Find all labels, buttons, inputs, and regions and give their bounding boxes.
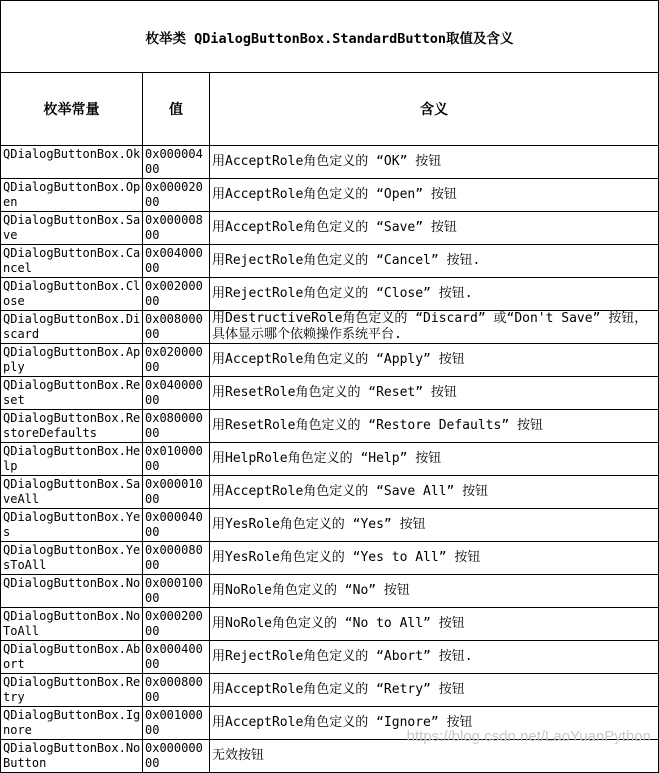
enum-name-cell: QDialogButtonBox.SaveAll [1, 476, 143, 509]
table-row [1, 146, 659, 179]
enum-value-cell: 0x00400000 [143, 245, 210, 278]
enum-meaning-cell: 用RejectRole角色定义的 “Cancel” 按钮. [210, 245, 659, 278]
table-row [1, 212, 659, 245]
enum-value-cell: 0x00000800 [143, 212, 210, 245]
enum-name-cell: QDialogButtonBox.Close [1, 278, 143, 311]
table-row [1, 674, 659, 707]
enum-value-cell: 0x04000000 [143, 377, 210, 410]
enum-meaning-cell: 用RejectRole角色定义的 “Close” 按钮. [210, 278, 659, 311]
enum-name-cell: QDialogButtonBox.Save [1, 212, 143, 245]
enum-name-cell: QDialogButtonBox.Reset [1, 377, 143, 410]
enum-meaning-cell: 用AcceptRole角色定义的 “Save” 按钮 [210, 212, 659, 245]
table-row [1, 509, 659, 542]
enum-value-cell: 0x00001000 [143, 476, 210, 509]
enum-meaning-cell: 用AcceptRole角色定义的 “Retry” 按钮 [210, 674, 659, 707]
enum-meaning-cell: 用RejectRole角色定义的 “Abort” 按钮. [210, 641, 659, 674]
table-row [1, 410, 659, 443]
enum-name-cell: QDialogButtonBox.RestoreDefaults [1, 410, 143, 443]
table-row [1, 311, 659, 344]
enum-value-cell: 0x01000000 [143, 443, 210, 476]
enum-name-cell: QDialogButtonBox.Discard [1, 311, 143, 344]
enum-value-cell: 0x00004000 [143, 509, 210, 542]
enum-meaning-cell: 用YesRole角色定义的 “Yes” 按钮 [210, 509, 659, 542]
table-title: 枚举类 QDialogButtonBox.StandardButton取值及含义 [1, 1, 659, 73]
enum-value-cell: 0x02000000 [143, 344, 210, 377]
enum-value-cell: 0x00040000 [143, 641, 210, 674]
enum-meaning-cell: 用AcceptRole角色定义的 “Open” 按钮 [210, 179, 659, 212]
enum-value-cell: 0x00002000 [143, 179, 210, 212]
enum-meaning-cell: 用DestructiveRole角色定义的 “Discard” 或“Don't Save” 按钮，具体显示哪个依赖操作系统平台. [210, 311, 659, 344]
enum-value-cell: 0x00000000 [143, 740, 210, 773]
table-row [1, 245, 659, 278]
enum-name-cell: QDialogButtonBox.Yes [1, 509, 143, 542]
enum-value-cell: 0x00800000 [143, 311, 210, 344]
table-row [1, 575, 659, 608]
table-row [1, 443, 659, 476]
table-row [1, 542, 659, 575]
enum-name-cell: QDialogButtonBox.Retry [1, 674, 143, 707]
header-meaning: 含义 [210, 73, 659, 146]
table-row [1, 377, 659, 410]
enum-name-cell: QDialogButtonBox.Cancel [1, 245, 143, 278]
enum-meaning-cell: 用ResetRole角色定义的 “Restore Defaults” 按钮 [210, 410, 659, 443]
header-name: 枚举常量 [1, 73, 143, 146]
table-row [1, 179, 659, 212]
enum-value-cell: 0x00100000 [143, 707, 210, 740]
table-row [1, 476, 659, 509]
enum-meaning-cell: 无效按钮 [210, 740, 659, 773]
enum-value-cell: 0x00080000 [143, 674, 210, 707]
table-row [1, 278, 659, 311]
enum-name-cell: QDialogButtonBox.Apply [1, 344, 143, 377]
table-row [1, 740, 659, 773]
table-row [1, 641, 659, 674]
enum-meaning-cell: 用AcceptRole角色定义的 “OK” 按钮 [210, 146, 659, 179]
enum-value-cell: 0x00010000 [143, 575, 210, 608]
watermark: https://blog.csdn.net/LaoYuanPython [406, 728, 651, 745]
enum-value-cell: 0x00008000 [143, 542, 210, 575]
header-value: 值 [143, 73, 210, 146]
enum-meaning-cell: 用AcceptRole角色定义的 “Ignore” 按钮 [210, 707, 659, 740]
enum-meaning-cell: 用AcceptRole角色定义的 “Save All” 按钮 [210, 476, 659, 509]
enum-value-cell: 0x00200000 [143, 278, 210, 311]
enum-meaning-cell: 用AcceptRole角色定义的 “Apply” 按钮 [210, 344, 659, 377]
enum-name-cell: QDialogButtonBox.Ignore [1, 707, 143, 740]
enum-name-cell: QDialogButtonBox.Abort [1, 641, 143, 674]
enum-meaning-cell: 用YesRole角色定义的 “Yes to All” 按钮 [210, 542, 659, 575]
table-row [1, 608, 659, 641]
enum-meaning-cell: 用HelpRole角色定义的 “Help” 按钮 [210, 443, 659, 476]
enum-name-cell: QDialogButtonBox.Open [1, 179, 143, 212]
enum-value-cell: 0x00000400 [143, 146, 210, 179]
enum-name-cell: QDialogButtonBox.NoButton [1, 740, 143, 773]
enum-name-cell: QDialogButtonBox.Help [1, 443, 143, 476]
enum-name-cell: QDialogButtonBox.YesToAll [1, 542, 143, 575]
enum-meaning-cell: 用ResetRole角色定义的 “Reset” 按钮 [210, 377, 659, 410]
enum-meaning-cell: 用NoRole角色定义的 “No” 按钮 [210, 575, 659, 608]
enum-value-cell: 0x00020000 [143, 608, 210, 641]
table-row [1, 344, 659, 377]
enum-value-cell: 0x08000000 [143, 410, 210, 443]
table-row [1, 707, 659, 740]
enum-name-cell: QDialogButtonBox.Ok [1, 146, 143, 179]
enum-name-cell: QDialogButtonBox.No [1, 575, 143, 608]
enum-meaning-cell: 用NoRole角色定义的 “No to All” 按钮 [210, 608, 659, 641]
enum-name-cell: QDialogButtonBox.NoToAll [1, 608, 143, 641]
